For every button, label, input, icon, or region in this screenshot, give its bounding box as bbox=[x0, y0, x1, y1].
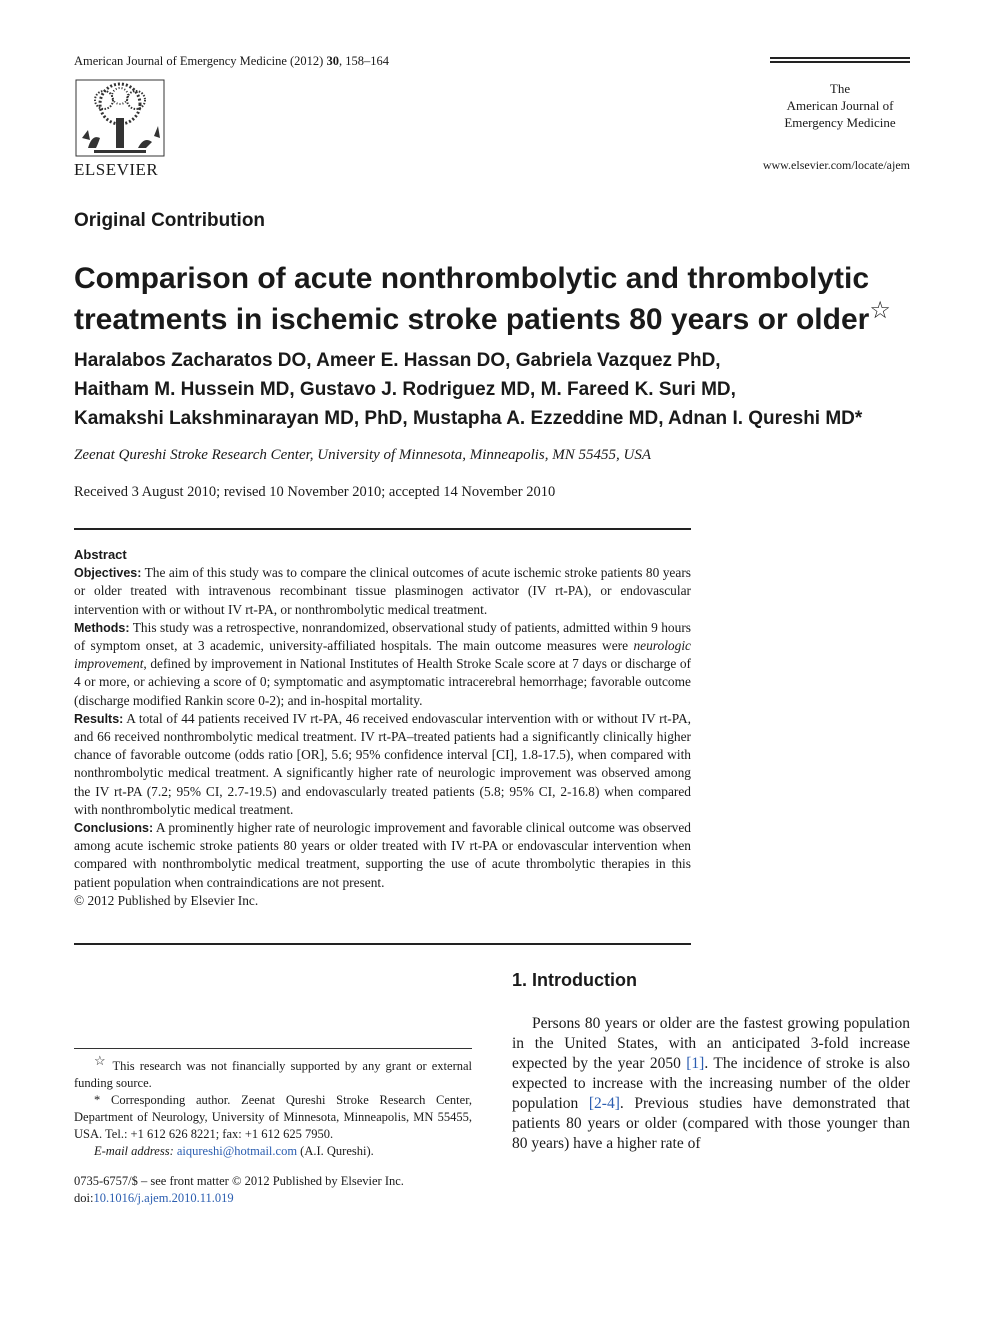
doi-line bbox=[74, 1190, 472, 1207]
abstract-conclusions bbox=[74, 819, 691, 892]
abstract bbox=[74, 546, 691, 910]
journal-rules bbox=[770, 57, 910, 65]
methods-text: This study was a retrospective, nonrandomized, observational study of patients, admitted within 9 hours of symptom onset, at 3 academic, university-affiliated hospitals. The main outcome measures were bbox=[74, 619, 691, 654]
journal-name-line: American Journal of bbox=[786, 98, 894, 113]
affiliation: Zeenat Qureshi Stroke Research Center, University of Minnesota, Minneapolis, MN 55455, USA bbox=[74, 447, 651, 463]
intro-text: Persons 80 years or older are the fastest growing population in the United States, with an anticipated 3-fold increase expected by the year 2050 bbox=[512, 1015, 910, 1072]
abstract-bottom-rule bbox=[74, 943, 691, 945]
doi-label: doi: bbox=[74, 1191, 94, 1205]
abstract-results bbox=[74, 710, 691, 819]
doi-link[interactable]: 10.1016/j.ajem.2010.11.019 bbox=[93, 1191, 234, 1205]
rule-line bbox=[770, 57, 910, 59]
footnotes bbox=[74, 1052, 472, 1160]
title-footnote-star-icon[interactable]: ☆ bbox=[869, 297, 891, 324]
email-suffix: (A.I. Qureshi). bbox=[297, 1144, 374, 1159]
methods-italic-term: neurologic improvement bbox=[74, 638, 691, 672]
author-list bbox=[74, 346, 934, 433]
abstract-copyright: © 2012 Published by Elsevier Inc. bbox=[74, 892, 259, 908]
introduction-heading: 1. Introduction bbox=[512, 970, 637, 990]
footnote-rule bbox=[74, 1048, 472, 1049]
methods-label: Methods: bbox=[74, 620, 130, 635]
abstract-top-rule bbox=[74, 528, 691, 530]
citation-prefix: American Journal of Emergency Medicine (2012) bbox=[74, 54, 327, 68]
intro-text: . Previous studies have demonstrated that patients 80 years or older (compared with those younger than 80 years) have a higher rate of bbox=[512, 1095, 910, 1152]
email-footnote bbox=[74, 1143, 472, 1160]
reference-link[interactable]: [1] bbox=[686, 1055, 705, 1072]
author-line: Haitham M. Hussein MD, Gustavo J. Rodriguez MD, M. Fareed K. Suri MD, bbox=[74, 379, 736, 400]
objectives-text: The aim of this study was to compare the clinical outcomes of acute ischemic stroke patients 80 years or older treated with intravenous recombinant tissue plasminogen activator (IV rt-PA), or endovascular intervention with or without IV rt-PA, or nonthrombolytic medical treatment. bbox=[74, 565, 691, 617]
elsevier-tree-icon bbox=[74, 78, 166, 158]
elsevier-wordmark: ELSEVIER bbox=[74, 160, 159, 179]
objectives-label: Objectives: bbox=[74, 566, 142, 581]
article-dates: Received 3 August 2010; revised 10 November 2010; accepted 14 November 2010 bbox=[74, 484, 556, 500]
email-label: E-mail address: bbox=[94, 1144, 174, 1159]
funding-footnote bbox=[74, 1052, 472, 1092]
journal-name bbox=[770, 80, 910, 131]
author-line: Kamakshi Lakshminarayan MD, PhD, Mustapha A. Ezzeddine MD, Adnan I. Qureshi MD* bbox=[74, 408, 863, 429]
journal-url[interactable]: www.elsevier.com/locate/ajem bbox=[762, 158, 910, 172]
methods-text-continued: , defined by improvement in National Institutes of Health Stroke Scale score at 7 days or discharge of 4 or more, or achieving a score of 0; symptomatic and asymptomatic intracerebral hemorrhage; favorable outcome (discharge modified Rankin score 0-2); and in-hospital mortality. bbox=[74, 656, 691, 708]
intro-text: . The incidence of stroke is also expected to increase with the increasing number of the older population bbox=[512, 1055, 911, 1112]
footnote-star-icon: ☆ bbox=[94, 1053, 108, 1068]
journal-name-line: Emergency Medicine bbox=[784, 115, 896, 130]
introduction-paragraph bbox=[512, 1014, 910, 1154]
rule-line bbox=[770, 61, 910, 63]
abstract-objectives bbox=[74, 564, 691, 619]
journal-name-line: The bbox=[829, 81, 851, 96]
front-matter bbox=[74, 1173, 472, 1207]
article-type: Original Contribution bbox=[74, 210, 266, 231]
elsevier-logo bbox=[74, 78, 166, 180]
citation-volume: 30 bbox=[326, 54, 339, 68]
article-title bbox=[74, 258, 924, 340]
abstract-heading: Abstract bbox=[74, 547, 127, 562]
results-text: A total of 44 patients received IV rt-PA, 46 received endovascular intervention with or without IV rt-PA, and 66 received nonthrombolytic medical treatment. IV rt-PA–treated patients had a significantly clinically higher chance of favorable outcome (odds ratio [OR], 5.6; 95% confidence interval [CI], 1.8-17.5), when compared with nonthrombolytic medical treatment. A significantly higher rate of neurologic improvement was observed among the IV rt-PA (7.2; 95% CI, 2.7-19.5) and endovascularly treated patients (5.8; 95% CI, 2-16.8) when compared with nonthrombolytic medical treatment. bbox=[74, 710, 691, 817]
issn-line: 0735-6757/$ – see front matter © 2012 Published by Elsevier Inc. bbox=[74, 1174, 404, 1188]
citation-pages: , 158–164 bbox=[338, 54, 389, 68]
conclusions-label: Conclusions: bbox=[74, 821, 154, 836]
corresponding-footnote: * Corresponding author. Zeenat Qureshi Stroke Research Center, Department of Neurology, University of Minnesota, Minneapolis, MN 55455, USA. Tel.: +1 612 626 8221; fax: +1 612 625 7950. bbox=[74, 1093, 472, 1142]
funding-text: This research was not financially supported by any grant or external funding source. bbox=[74, 1059, 473, 1091]
author-line: Haralabos Zacharatos DO, Ameer E. Hassan DO, Gabriela Vazquez PhD, bbox=[74, 350, 721, 371]
email-link[interactable]: aiqureshi@hotmail.com bbox=[176, 1144, 298, 1159]
journal-citation bbox=[74, 54, 389, 69]
results-label: Results: bbox=[74, 711, 124, 726]
conclusions-text: A prominently higher rate of neurologic improvement and favorable clinical outcome was observed among acute ischemic stroke patients 80 years or older treated with IV rt-PA or endovascular intervention when compared with nonthrombolytic medical treatment, supporting the use of acute thrombolytic therapies in this patient population when contraindications are not present. bbox=[74, 820, 691, 890]
abstract-methods bbox=[74, 619, 691, 710]
article-title-text: Comparison of acute nonthrombolytic and thrombolytic treatments in ischemic stroke patients 80 years or older bbox=[74, 262, 870, 336]
reference-link[interactable]: [2-4] bbox=[588, 1095, 620, 1112]
